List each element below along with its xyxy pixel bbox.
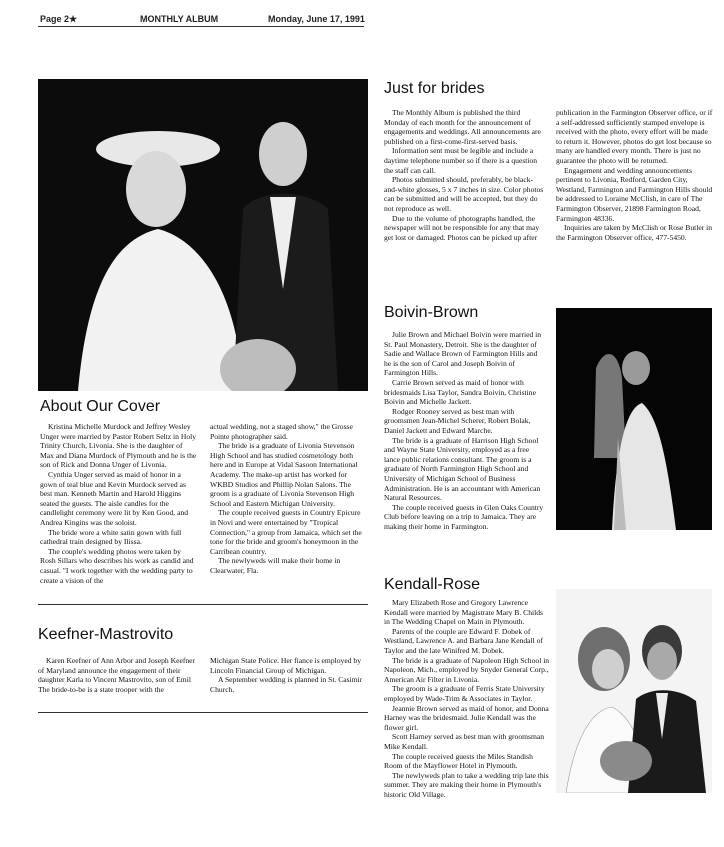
paragraph: Information sent must be legible and include a daytime telephone number so if there is a question the staff can call. (384, 146, 538, 175)
paragraph: The groom is a graduate of Ferris State University employed by Wade-Trim & Associates in Taylor. (384, 684, 545, 703)
paragraph: Due to the volume of photographs handled, the newspaper will not be responsible for any that may get lost or damaged. Photos can be picked up after (384, 213, 540, 242)
kendall-body (384, 598, 550, 834)
paragraph: Scott Harney served as best man with groomsman Mike Kendall. (384, 732, 545, 751)
cover-col-1 (40, 422, 197, 588)
boivin-title: Boivin-Brown (384, 304, 479, 321)
section-rule (38, 604, 368, 605)
paragraph: Parents of the couple are Edward F. Dobek of Westland, Lawrence A. and Barbara Jane Kendall of Taylor and the late Winifred M. Dobek. (384, 626, 544, 655)
paragraph: A September wedding is planned in St. Casimir Church. (210, 675, 363, 694)
cover-col-2 (210, 422, 367, 588)
paragraph: Photos submitted should, preferably, be black-and-white glosses, 5 x 7 inches in size. Color photos can be submitted and will be accepted, but they do not reproduce as well. (384, 175, 544, 213)
paragraph: The couple's wedding photos were taken by Rosh Sillars who describes his work as candid and casual. "I work together with the wedding party to create a vision of the (40, 546, 194, 585)
paragraph: The couple received guests the Miles Standish Room of the Mayflower Hotel in Plymouth. (384, 751, 533, 771)
boivin-body (384, 330, 546, 554)
brides-col-1 (384, 108, 544, 298)
paragraph: actual wedding, not a staged show," the Grosse Pointe photographer said. (210, 422, 353, 441)
paragraph: Engagement and wedding announcements pertinent to Livonia, Redford, Garden City, Westland, Farmington and Farmington Hills should be addressed to Loraine McClish, in care of The Farmington Observer, 21898 Farmington Road, Farmington 48336. (556, 165, 713, 223)
paragraph: The bride is a graduate of Napoleon High School in Napoleon, Mich., employed by Snyder General Corp., American Air Filter in Livonia. (384, 655, 550, 684)
keefner-col-2 (210, 656, 367, 704)
paragraph: Jeannie Brown served as maid of honor, and Donna Harney was the bridesmaid. Julie Kendall was the flower girl. (384, 703, 549, 732)
paragraph: Julie Brown and Michael Boivin were married in St. Paul Monastery, Detroit. She is the daughter of Sadie and Wallace Brown of Farmington Hills and he is the son of Carol and Joseph Boivin of Farmington Hills. (384, 330, 542, 378)
header-rule (38, 26, 364, 27)
boivin-photo (556, 308, 712, 530)
cover-photo (38, 79, 368, 391)
paragraph: Rodger Rooney served as best man with groomsmen Jean-Michel Scherer, Robert Bolak, Daniel Jackett and Edward Marche. (384, 406, 531, 435)
paragraph: The bride is a graduate of Livonia Stevenson High School and has studied cosmetology both here and in Europe at Vidal Sasoon International Academy. The make-up artist has worked for WKBD Studios and Phillip Nolan Salons. The groom is a graduate of Livonia Stevenson High School and Eastern Michigan University. (210, 441, 358, 508)
paragraph: publication in the Farmington Observer office, or if a self-addressed sufficiently stamped envelope is received with the photo, every effort will be made to return it. However, photos do get lost because so many are handled every month. There is just no guarantee the photo will be returned. (556, 108, 713, 165)
page-number: Page 2★ (40, 14, 78, 24)
paragraph: Inquiries are taken by McClish or Rose Butler in the Farmington Observer office, 477-5450. (556, 223, 713, 242)
paragraph: Carrie Brown served as maid of honor with bridesmaids Lisa Taylor, Sandra Boivin, Christine Boivin and Michelle Jackett. (384, 377, 536, 407)
paragraph: Kristina Michelle Murdock and Jeffrey Wesley Unger were married by Pastor Robert Seltz in Holy Trinity Church, Livonia. She is the daughter of Max and Diana Murdock of Plymouth and he is the son of Rick and Donna Unger of Livonia. (40, 422, 197, 470)
paragraph: Michigan State Police. Her fiance is employed by Lincoln Financial Group of Michigan. (210, 656, 361, 675)
paragraph: Mary Elizabeth Rose and Gregory Lawrence Kendall were married by Magistrate Mary B. Childs in The Wedding Chapel on Main in Plymouth. (384, 598, 544, 627)
paragraph: The bride is a graduate of Harrison High School and Wayne State University, employed as a free lance public relations consultant. The groom is a graduate of North Farmington High School and University of Michigan School of Business Administration. He is an accountant with American Natural Resources. (384, 435, 541, 503)
paragraph: The Monthly Album is published the third Monday of each month for the announcement of engagements and weddings. All announcements are published on a first-come-first-served basis. (384, 108, 541, 146)
brides-col-2 (556, 108, 714, 298)
issue-date: Monday, June 17, 1991 (268, 14, 365, 24)
paragraph: The newlyweds will make their home in Clearwater, Fla. (210, 556, 341, 575)
kendall-photo (556, 589, 712, 793)
paragraph: The bride wore a white satin gown with full cathedral train designed by Ilissa. (40, 527, 182, 547)
keefner-title: Keefner-Mastrovito (38, 626, 174, 643)
cover-title: About Our Cover (40, 398, 161, 415)
paragraph: The newlyweds plan to take a wedding trip late this summer. They are making their home in Plymouth's historic Old Village. (384, 770, 549, 799)
paragraph: The couple received guests in Country Epicure in Novi and were entertained by "Tropical Connection," a group from Jamaica, which set the tone for the bride and groom's honeymoon in the Carribean country. (210, 508, 362, 556)
paragraph: Karen Keefner of Ann Arbor and Joseph Keefner of Maryland announce the engagement of their daughter Karla to Vincent Mastrovito, son of Emil The bride-to-be is a state trooper with the (38, 656, 196, 694)
brides-title: Just for brides (384, 80, 485, 97)
section-rule (38, 712, 368, 713)
section-name: MONTHLY ALBUM (140, 14, 219, 24)
paragraph: The couple received guests in Glen Oaks Country Club before leaving on a trip to Jamaica. They are making their home in Farmington. (384, 502, 544, 531)
kendall-title: Kendall-Rose (384, 576, 481, 593)
keefner-col-1 (38, 656, 198, 704)
paragraph: Cynthia Unger served as maid of honor in a gown of teal blue and Kevin Murdock served as best man. Kenneth Martin and Harold Higgins seated the guests. The aisle candles for the candlelight ceremony were lit by Ken Good, and Andrea Kingins was the soloist. (40, 469, 189, 527)
